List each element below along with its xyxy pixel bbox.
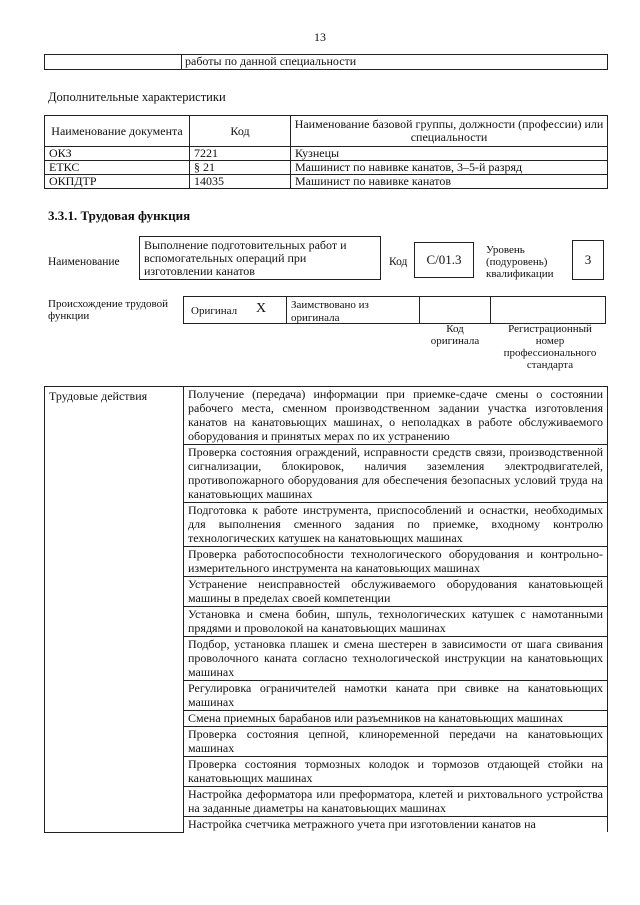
action-item: Устранение неисправностей обслуживаемого оборудования канатовьющей машины в пределах своей компетенции [184, 577, 608, 607]
continuation-empty-cell [45, 55, 182, 70]
reg-number-label: Регистрационный номер профессионального стандарта [503, 323, 597, 371]
action-item: Настройка счетчика метражного учета при изготовлении канатов на [184, 817, 608, 833]
level-label: Уровень (подуровень) квалификации [486, 244, 554, 280]
original-label: Оригинал [191, 305, 238, 317]
action-item: Установка и смена бобин, шпуль, технологических катушек с намотанными прядями и проволокой на канатовьющих машинах [184, 607, 608, 637]
original-mark: X [256, 301, 267, 316]
name-cell: Машинист по навивке канатов [291, 175, 608, 189]
actions-table [44, 386, 608, 833]
action-item: Проверка состояния тормозных колодок и тормозов отдающей стойки на канатовьющих машинах [184, 757, 608, 787]
action-item: Подготовка к работе инструмента, приспособлений и оснастки, необходимых для выполнения сменного задания по приемке, входному контролю технологических катушек на канатовьющих машинах [184, 503, 608, 547]
reg-number-cell [490, 296, 606, 324]
doc-cell: ОКПДТР [45, 175, 190, 189]
name-cell: Кузнецы [291, 147, 608, 161]
action-item: Настройка деформатора или преформатора, клетей и рихтовального устройства на заданные диаметры на канатовьющих машинах [184, 787, 608, 817]
level-box: 3 [572, 240, 604, 280]
action-item: Получение (передача) информации при приемке-сдаче смены о состоянии рабочего места, сменном производственном задании участка изготовления канатов на канатовьющих машинах, о неполадках в работе обслуживаемого оборудования и принятых мерах по их устранению [184, 387, 608, 445]
table-row [45, 147, 608, 161]
additional-table [44, 115, 608, 189]
name-cell: Машинист по навивке канатов, 3–5-й разряд [291, 161, 608, 175]
table-row [45, 175, 608, 189]
action-item: Регулировка ограничителей намотки каната при свивке на канатовьющих машинах [184, 681, 608, 711]
borrowed-cell [286, 296, 420, 324]
action-item: Подбор, установка плашек и смена шестерен в зависимости от шага свивания проволочного каната согласно технологической инструкции на канатовьющих машинах [184, 637, 608, 681]
origin-label: Происхождение трудовой функции [48, 298, 169, 322]
header-code: Код [190, 116, 291, 147]
borrowed-label: Заимствовано из оригинала [291, 299, 369, 324]
doc-cell: ЕТКС [45, 161, 190, 175]
code-cell: 14035 [190, 175, 291, 189]
original-cell [183, 296, 287, 324]
orig-code-cell [419, 296, 491, 324]
header-document: Наименование документа [45, 116, 190, 147]
action-item: Проверка состояния ограждений, исправности средств связи, производственной сигнализации, блокировок, наличия заземления электродвигателей, противопожарного оборудования для обеспечения безопасных условий труда на канатовьющих машинах [184, 445, 608, 503]
header-group-name: Наименование базовой группы, должности (профессии) или специальности [291, 116, 608, 147]
table-row [45, 387, 608, 445]
name-label: Наименование [48, 256, 120, 268]
action-item: Проверка работоспособности технологического оборудования и контрольно-измерительного инструмента на канатовьющих машинах [184, 547, 608, 577]
function-code-box: С/01.3 [414, 242, 474, 278]
actions-header: Трудовые действия [45, 387, 184, 833]
additional-title: Дополнительные характеристики [48, 90, 226, 104]
table-row [45, 161, 608, 175]
action-item: Проверка состояния цепной, клиноременной передачи на канатовьющих машинах [184, 727, 608, 757]
page-number: 13 [314, 30, 326, 44]
code-cell: 7221 [190, 147, 291, 161]
doc-cell: ОКЗ [45, 147, 190, 161]
code-cell: § 21 [190, 161, 291, 175]
orig-code-label: Код оригинала [430, 323, 480, 347]
continuation-table [44, 54, 608, 70]
continuation-text: работы по данной специальности [182, 55, 608, 70]
action-item: Смена приемных барабанов или разъемников на канатовьющих машинах [184, 711, 608, 727]
section-title: 3.3.1. Трудовая функция [48, 208, 191, 223]
function-name-box: Выполнение подготовительных работ и вспомогательных операций при изготовлении канатов [139, 236, 381, 280]
code-label: Код [389, 256, 408, 268]
